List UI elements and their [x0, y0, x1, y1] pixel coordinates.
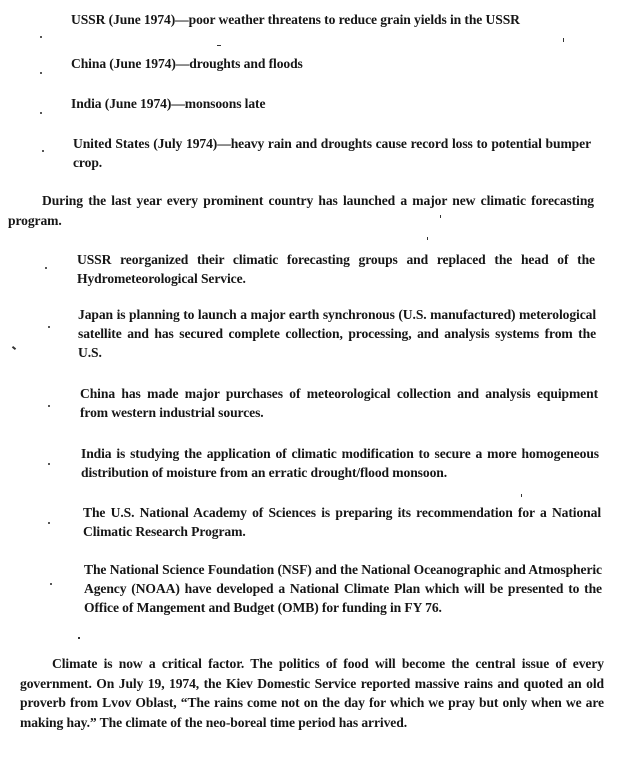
program-item-china: China has made major purchases of meteorological collection and analysis equipment from western industrial sources. [80, 386, 598, 420]
program-item-japan: Japan is planning to launch a major earth synchronous (U.S. manufactured) meterological satellite and has secured complete collection, processing, and analysis systems from the U.S. [78, 307, 596, 360]
scan-speck [12, 346, 16, 350]
bullet-mark [40, 36, 42, 38]
event-item-ussr: USSR (June 1974)—poor weather threatens to reduce grain yields in the USSR [71, 12, 520, 27]
event-item-china: China (June 1974)—droughts and floods [71, 56, 303, 71]
paragraph-forecasting-programs [8, 191, 594, 230]
scan-speck [563, 38, 564, 42]
event-item-united-states: United States (July 1974)—heavy rain and droughts cause record loss to potential bumper crop. [73, 136, 591, 170]
bullet-mark [42, 150, 44, 152]
bullet-mark [50, 583, 52, 585]
paragraph-1-text: During the last year every prominent country has launched a major new climatic forecasting program. [8, 193, 594, 228]
bullet-mark [48, 463, 50, 465]
program-item-ussr: USSR reorganized their climatic forecasting groups and replaced the head of the Hydrometeorological Service. [77, 252, 595, 286]
bullet-mark [40, 112, 42, 114]
scan-speck [440, 215, 441, 218]
bullet-mark [48, 405, 50, 407]
bullet-mark [40, 72, 42, 74]
paragraph-2-text: Climate is now a critical factor. The politics of food will become the central issue of every government. On July 19, 1974, the Kiev Domestic Service reported massive rains and quoted an old proverb from Lvov Oblast, “The rains come not on the day for which we pray but only when we are making hay.” The climate of the neo-boreal time period has arrived. [20, 656, 604, 730]
program-item-india: India is studying the application of climatic modification to secure a more homogeneous distribution of moisture from an erratic drought/flood monsoon. [81, 446, 599, 480]
scan-speck [217, 45, 221, 46]
scan-speck [78, 637, 80, 639]
bullet-mark [48, 326, 50, 328]
bullet-mark [48, 522, 50, 524]
program-item-nsf-noaa: The National Science Foundation (NSF) and the National Oceanographic and Atmospheric Agency (NOAA) have developed a National Climate Plan which will be presented to the Office of Mangement and Budget (OMB) for funding in FY 76. [84, 562, 602, 615]
scan-speck [521, 494, 522, 497]
paragraph-climate-critical-factor [20, 654, 604, 732]
event-item-india: India (June 1974)—monsoons late [71, 96, 266, 111]
scan-speck [427, 237, 428, 240]
bullet-mark [45, 267, 47, 269]
program-item-nas: The U.S. National Academy of Sciences is preparing its recommendation for a National Climatic Research Program. [83, 505, 601, 539]
